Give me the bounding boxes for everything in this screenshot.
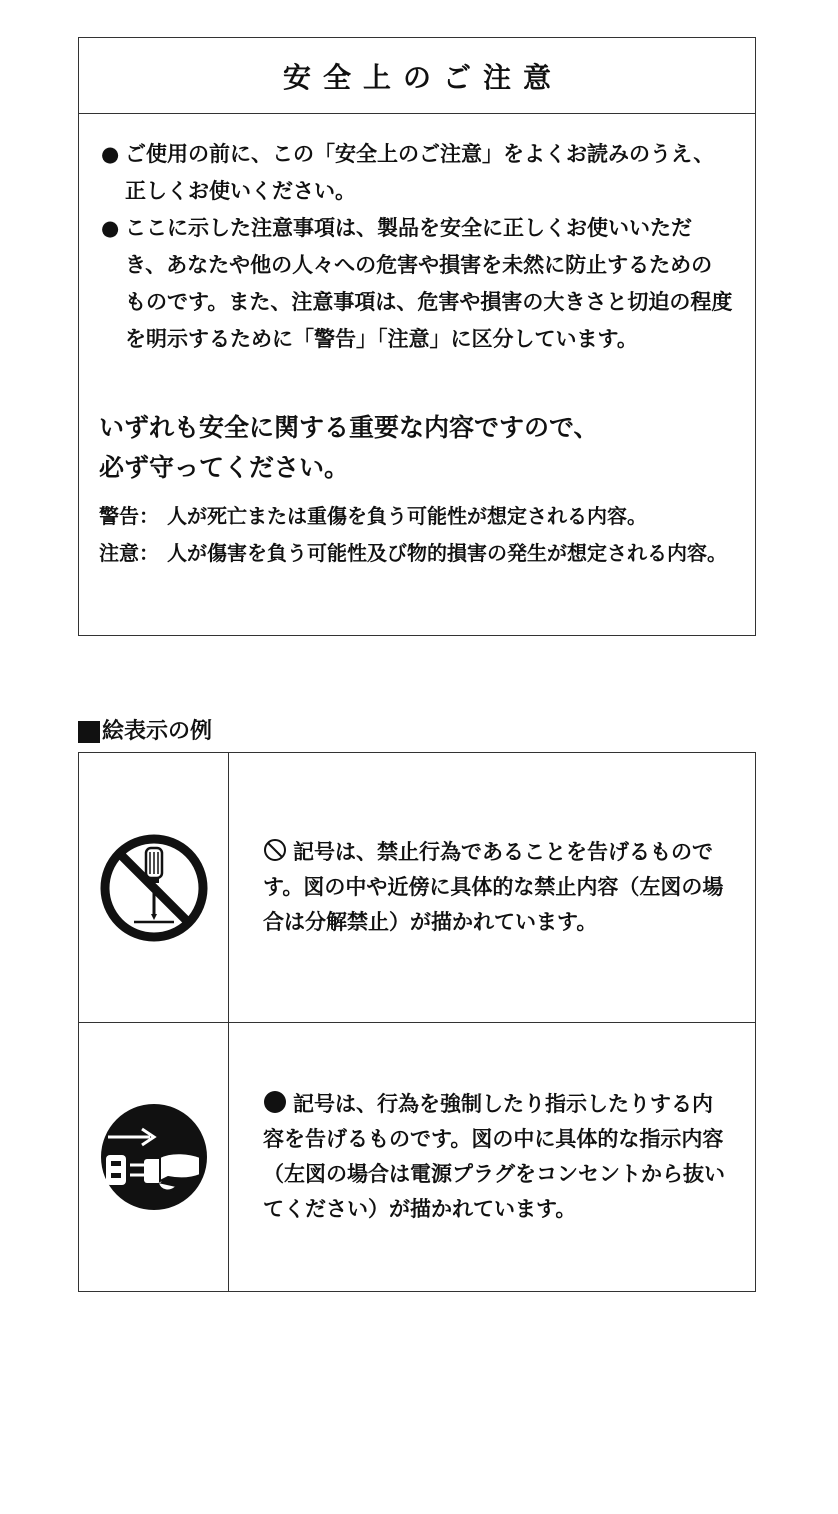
instruction-symbol-icon: [263, 1090, 287, 1114]
instruction-text: 記号は、行為を強制したり指示したりする内容を告げるものです。図の中に具体的な指示内容（左図の場合は電源プラグをコンセントから抜いてください）が描かれています。: [263, 1092, 725, 1221]
examples-heading: [78, 716, 212, 748]
prohibition-description-cell: [229, 753, 755, 1022]
instruction-description: [263, 1087, 725, 1227]
pictogram-examples-table: [78, 752, 756, 1292]
unplug-icon: [98, 1101, 210, 1213]
safety-notice-box: [78, 37, 756, 636]
prohibition-icon-cell: [79, 753, 229, 1022]
prohibition-description: [263, 835, 725, 940]
instruction-icon-cell: [79, 1023, 229, 1291]
table-row: [79, 1023, 755, 1291]
bullet-item: [101, 210, 733, 358]
bullet-text: ここに示した注意事項は、製品を安全に正しくお使いいただき、あなたや他の人々への危害や損害を未然に防止するためのものです。また、注意事項は、危害や損害の大きさと切迫の程度を明示するために「警告」「注意」に区分しています。: [125, 216, 733, 351]
prohibition-text: 記号は、禁止行為であることを告げるものです。図の中や近傍に具体的な禁止内容（左図の場合は分解禁止）が描かれています。: [263, 840, 724, 934]
warning-text: 人が死亡または重傷を負う可能性が想定される内容。: [167, 504, 647, 528]
safety-bullets: [101, 136, 733, 358]
bullet-dot-icon: ●: [101, 142, 120, 166]
warning-term: 警告：: [99, 504, 159, 528]
square-bullet-icon: [78, 721, 100, 743]
prohibition-symbol-icon: [263, 838, 287, 862]
instruction-description-cell: [229, 1023, 755, 1291]
bullet-item: [101, 136, 733, 210]
caution-term: 注意：: [99, 541, 159, 565]
caution-text: 人が傷害を負う可能性及び物的損害の発生が想定される内容。: [167, 541, 727, 565]
warning-definition: [99, 498, 739, 535]
important-notice: [99, 408, 719, 488]
important-line-1: いずれも安全に関する重要な内容ですので、: [99, 413, 599, 442]
definitions: [99, 498, 739, 572]
examples-heading-text: 絵表示の例: [102, 719, 213, 744]
table-row: [79, 753, 755, 1023]
bullet-dot-icon: ●: [101, 216, 120, 240]
important-line-2: 必ず守ってください。: [99, 453, 350, 482]
caution-definition: [99, 535, 739, 572]
safety-title: 安全上のご注意: [79, 38, 755, 114]
bullet-text: ご使用の前に、この「安全上のご注意」をよくお読みのうえ、正しくお使いください。: [125, 142, 715, 203]
no-disassembly-icon: [98, 832, 210, 944]
